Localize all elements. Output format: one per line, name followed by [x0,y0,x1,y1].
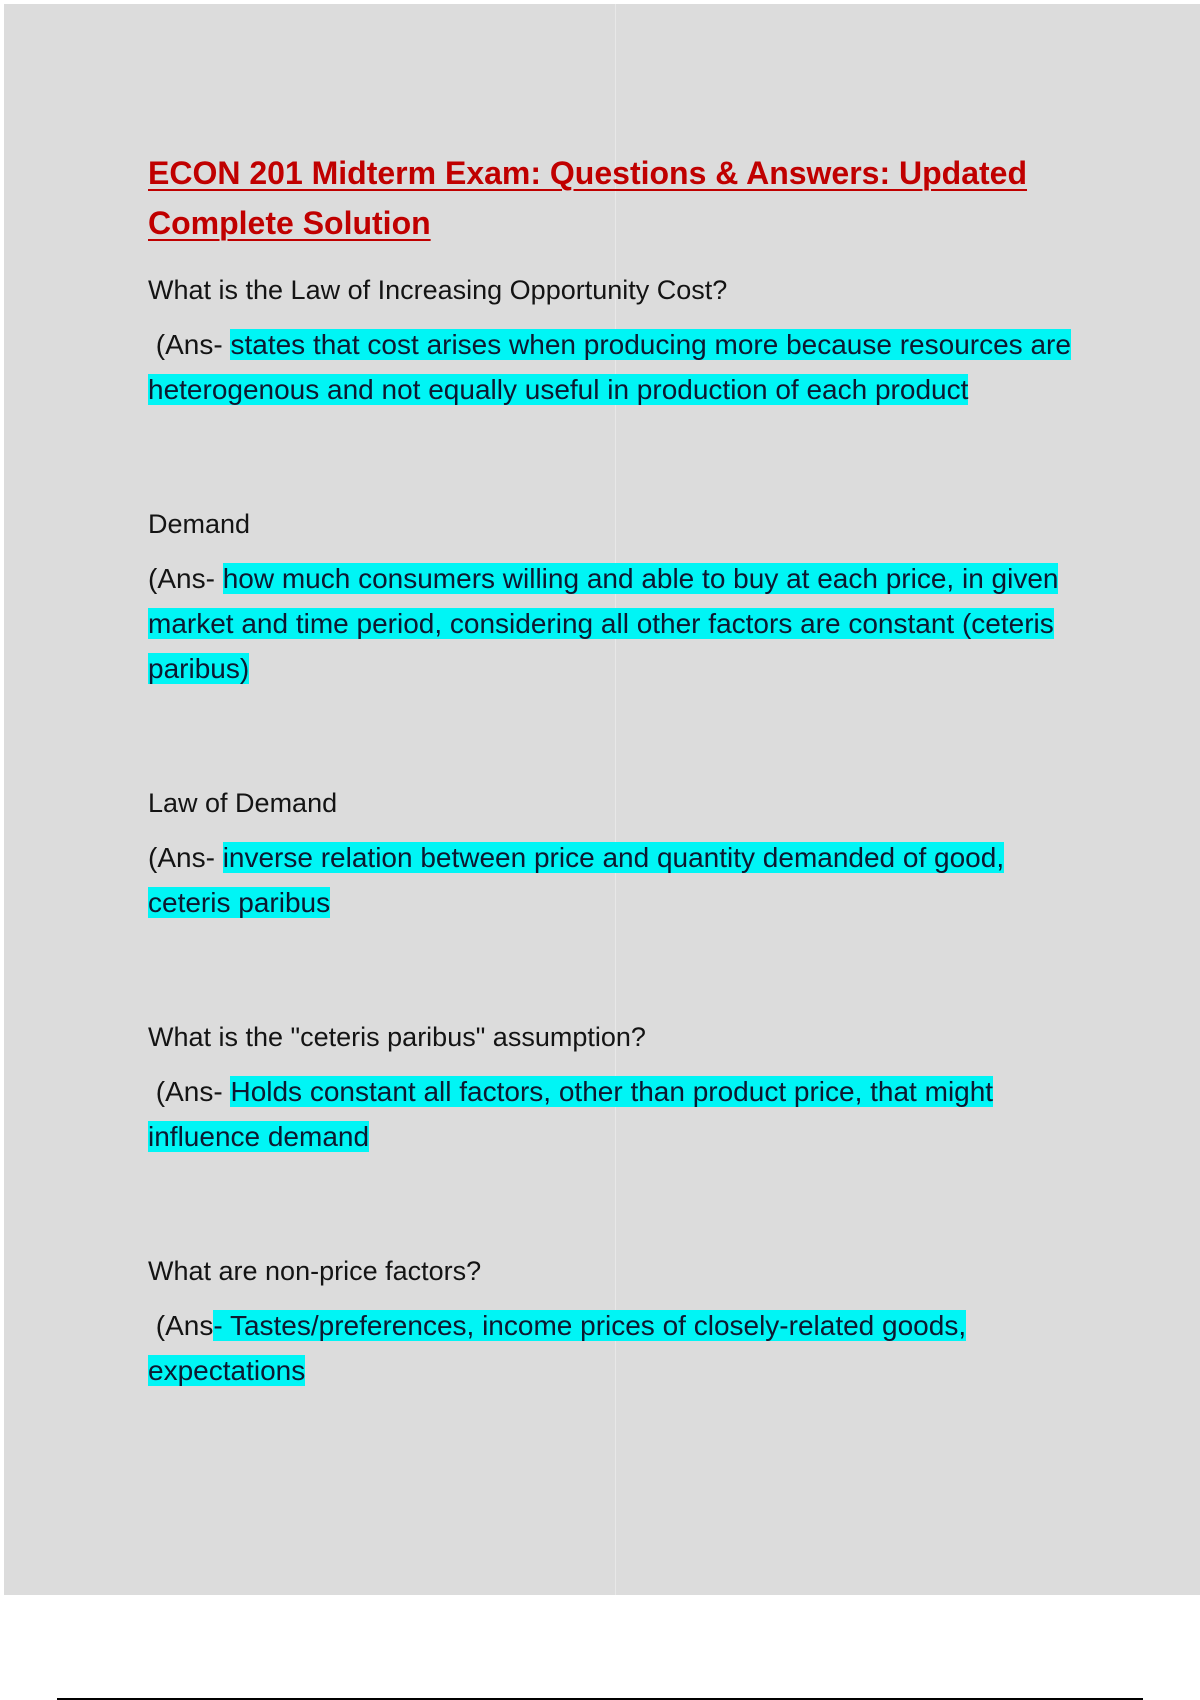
answer-text [148,1069,1088,1159]
answer-prefix: (Ans- [148,329,231,360]
answer-highlight: states that cost arises when producing more because resources are heterogenous and not equally useful in production of each product [148,329,1071,405]
answer-highlight: Holds constant all factors, other than product price, that might influence demand [148,1076,994,1152]
document-content [148,148,1088,1393]
qa-item [148,1017,1088,1159]
answer-prefix: (Ans- [148,842,223,873]
answer-prefix: (Ans [148,1310,214,1341]
answer-highlight: - Tastes/preferences, income prices of closely-related goods, expectations [148,1310,967,1386]
document-title: ECON 201 Midterm Exam: Questions & Answers: Updated Complete Solution [148,155,1028,241]
answer-text [148,835,1088,925]
qa-item [148,783,1088,925]
answer-prefix: (Ans- [148,563,223,594]
answer-text [148,1303,1088,1393]
qa-item [148,504,1088,691]
qa-item [148,1251,1088,1393]
qa-item [148,270,1088,412]
answer-text [148,556,1088,691]
question-text: What are non-price factors? [148,1256,482,1286]
question-text: What is the Law of Increasing Opportunity Cost? [148,275,728,305]
answer-highlight: inverse relation between price and quantity demanded of good, ceteris paribus [148,842,1005,918]
question-text: Demand [148,509,251,539]
answer-text [148,322,1088,412]
answer-highlight: how much consumers willing and able to buy at each price, in given market and time period, considering all other factors are constant (ceteris paribus) [148,563,1059,684]
answer-prefix: (Ans- [148,1076,231,1107]
question-text: Law of Demand [148,788,338,818]
question-text: What is the "ceteris paribus" assumption? [148,1022,646,1052]
